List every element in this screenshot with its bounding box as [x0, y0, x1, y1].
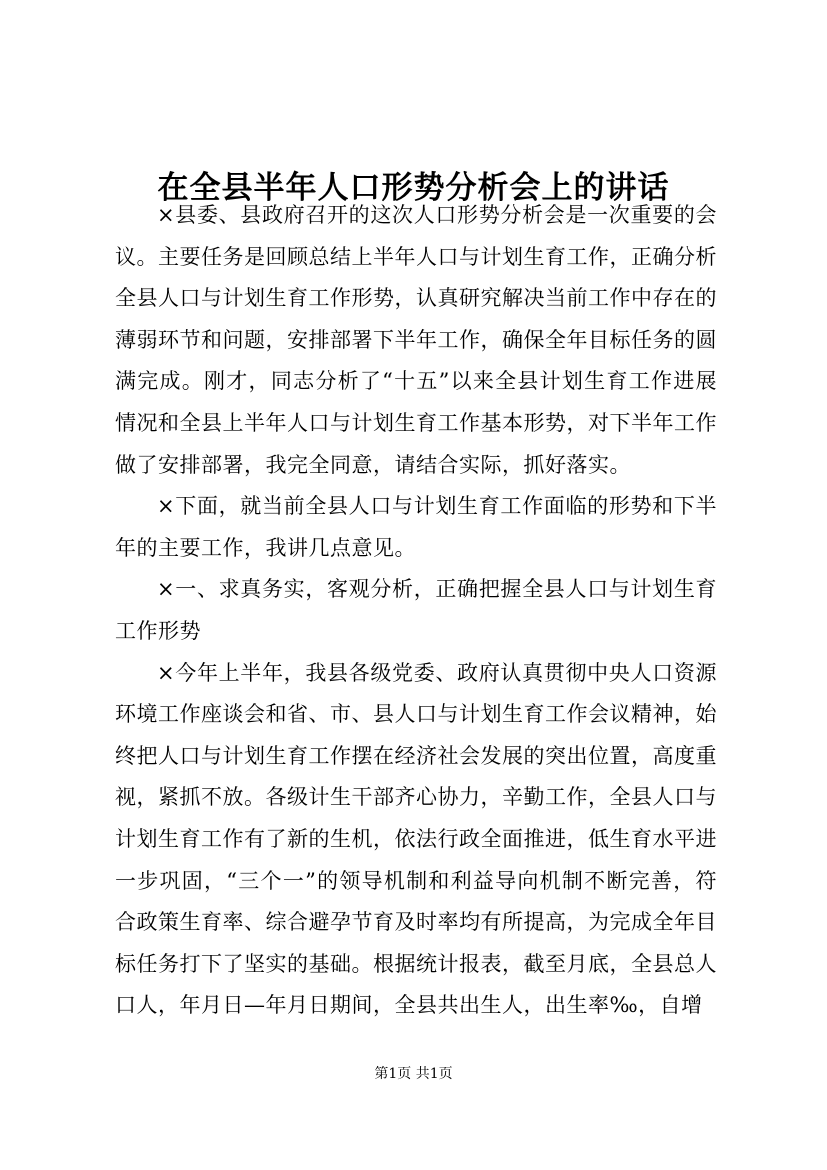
document-title: 在全县半年人口形势分析会上的讲话 [157, 169, 670, 206]
section-heading-1: ×一、求真务实，客观分析，正确把握全县人口与计划生育工作形势 [115, 577, 717, 643]
paragraph-2: ×下面，就当前全县人口与计划生育工作面临的形势和下半年的主要工作，我讲几点意见。 [115, 494, 717, 560]
page-footer: 第1页 共1页 [374, 1066, 453, 1082]
document-body [115, 195, 717, 1027]
paragraph-1: ×县委、县政府召开的这次人口形势分析会是一次重要的会议。主要任务是回顾总结上半年人口与计划生育工作，正确分析全县人口与计划生育工作形势，认真研究解决当前工作中存在的薄弱环节和问题，安排部署下半年工作，确保全年目标任务的圆满完成。刚才，同志分析了“十五”以来全县计划生育工作进展情况和全县上半年人口与计划生育工作基本形势，对下半年工作做了安排部署，我完全同意，请结合实际，抓好落实。 [115, 203, 717, 477]
paragraph-3: ×今年上半年，我县各级党委、政府认真贯彻中央人口资源环境工作座谈会和省、市、县人口与计划生育工作会议精神，始终把人口与计划生育工作摆在经济社会发展的突出位置，高度重视，紧抓不放。各级计生干部齐心协力，辛勤工作，全县人口与计划生育工作有了新的生机，依法行政全面推进，低生育水平进一步巩固，“三个一”的领导机制和利益导向机制不断完善，符合政策生育率、综合避孕节育及时率均有所提高，为完成全年目标任务打下了坚实的基础。根据统计报表，截至月底，全县总人口人，年月日—年月日期间，全县共出生人，出生率‰，自增 [115, 660, 717, 1018]
